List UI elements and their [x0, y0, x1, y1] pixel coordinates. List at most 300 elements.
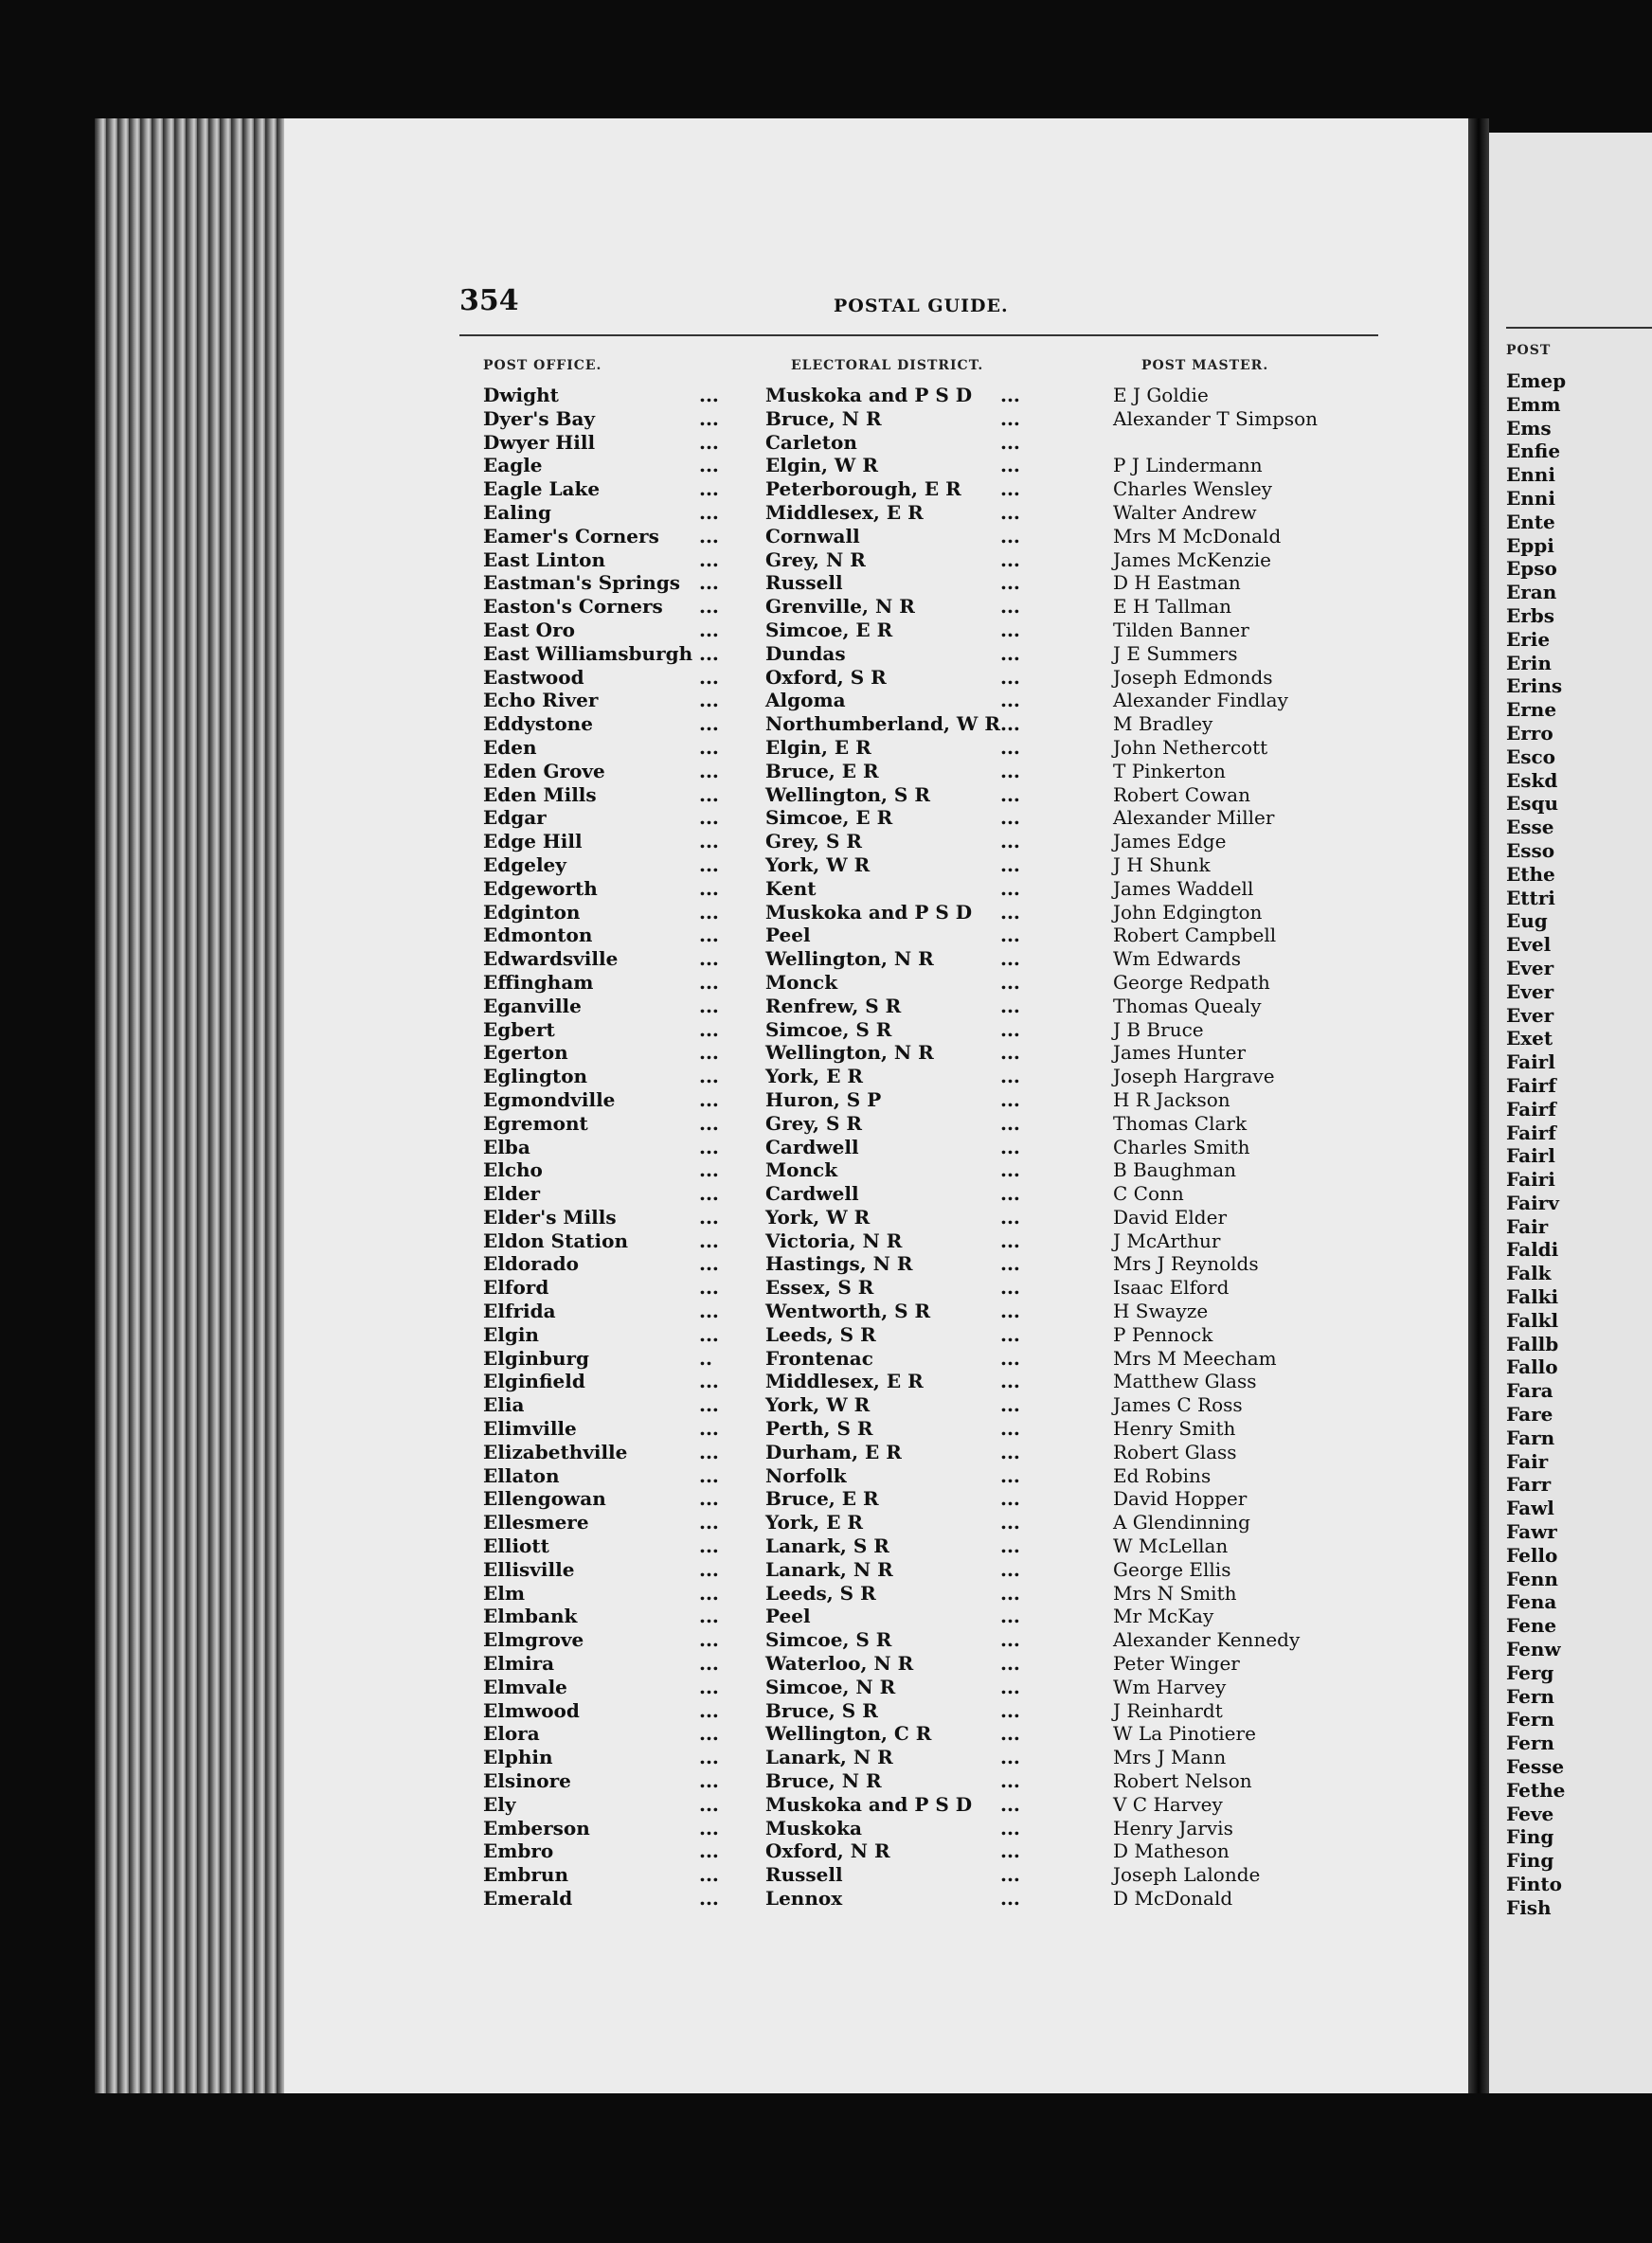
- leader-dots: ...: [1000, 1605, 1020, 1628]
- post-office-name: Ellisville: [483, 1557, 575, 1581]
- electoral-district: Leeds, S R: [765, 1322, 876, 1346]
- leader-dots: ...: [1000, 735, 1020, 759]
- electoral-district: York, E R: [765, 1511, 864, 1534]
- facing-page-entry: Farr: [1506, 1473, 1552, 1497]
- post-master-name: Thomas Clark: [1113, 1111, 1248, 1135]
- leader-dots: ...: [699, 618, 719, 641]
- list-item: [0, 1722, 1468, 1746]
- electoral-district: Wellington, S R: [765, 782, 930, 806]
- leader-dots: ...: [699, 970, 719, 994]
- facing-page-entry: Fallo: [1506, 1355, 1558, 1379]
- post-office-name: Edwardsville: [483, 947, 619, 971]
- post-office-name: Edge Hill: [483, 830, 583, 853]
- column-header-electoral-district: ELECTORAL DISTRICT.: [791, 358, 984, 373]
- leader-dots: ...: [1000, 1017, 1020, 1041]
- electoral-district: Peel: [765, 924, 811, 947]
- electoral-district: Bruce, N R: [765, 1769, 882, 1793]
- list-item: [0, 901, 1468, 924]
- facing-page-entry: Exet: [1506, 1027, 1553, 1050]
- leader-dots: ...: [1000, 1839, 1020, 1863]
- facing-page-entry: Fairv: [1506, 1191, 1559, 1214]
- post-office-name: Egremont: [483, 1111, 588, 1135]
- electoral-district: Grenville, N R: [765, 595, 915, 619]
- post-master-name: M Bradley: [1113, 712, 1213, 736]
- leader-dots: ...: [1000, 1252, 1020, 1276]
- facing-page-entry: Erin: [1506, 651, 1552, 674]
- electoral-district: Monck: [765, 970, 838, 994]
- leader-dots: ...: [1000, 1346, 1020, 1370]
- post-office-name: Edgar: [483, 806, 547, 830]
- post-master-name: Wm Edwards: [1113, 947, 1241, 971]
- post-office-name: Embro: [483, 1839, 554, 1863]
- facing-page-entry: Evel: [1506, 933, 1552, 957]
- leader-dots: ...: [699, 689, 719, 712]
- leader-dots: ...: [699, 735, 719, 759]
- leader-dots: ...: [1000, 547, 1020, 571]
- electoral-district: Simcoe, N R: [765, 1675, 896, 1698]
- leader-dots: ...: [1000, 1300, 1020, 1323]
- leader-dots: ...: [1000, 830, 1020, 853]
- electoral-district: Essex, S R: [765, 1276, 874, 1300]
- leader-dots: ...: [1000, 806, 1020, 830]
- leader-dots: ...: [1000, 900, 1020, 924]
- leader-dots: ...: [1000, 876, 1020, 900]
- leader-dots: ...: [1000, 1041, 1020, 1065]
- list-item: [0, 783, 1468, 807]
- post-master-name: Henry Smith: [1113, 1417, 1236, 1441]
- leader-dots: ...: [1000, 1111, 1020, 1135]
- post-office-name: Eamer's Corners: [483, 524, 659, 547]
- post-office-name: Eddystone: [483, 712, 593, 736]
- leader-dots: ...: [699, 947, 719, 971]
- post-master-name: D McDonald: [1113, 1887, 1233, 1910]
- post-master-name: Joseph Hargrave: [1113, 1065, 1275, 1088]
- post-office-name: Egerton: [483, 1041, 568, 1065]
- facing-page-entry: Falkl: [1506, 1308, 1559, 1332]
- facing-page-entry: Esco: [1506, 745, 1556, 768]
- post-master-name: Alexander Findlay: [1113, 689, 1288, 712]
- facing-page-entry: Fena: [1506, 1590, 1557, 1614]
- post-office-name: Elmwood: [483, 1698, 580, 1722]
- facing-page-rule: [1506, 327, 1652, 329]
- post-office-name: Elcho: [483, 1158, 543, 1182]
- post-office-name: Eagle: [483, 454, 543, 477]
- post-master-name: Thomas Quealy: [1113, 994, 1262, 1017]
- facing-page-entry: Fairf: [1506, 1073, 1556, 1097]
- list-item: [0, 995, 1468, 1018]
- post-office-name: Elora: [483, 1722, 540, 1746]
- facing-page-entry: Eskd: [1506, 768, 1558, 792]
- leader-dots: ...: [1000, 1276, 1020, 1300]
- list-item: [0, 1065, 1468, 1088]
- leader-dots: ...: [1000, 1393, 1020, 1417]
- post-master-name: James Hunter: [1113, 1041, 1246, 1065]
- post-master-name: E H Tallman: [1113, 595, 1232, 619]
- list-item: [0, 1393, 1468, 1417]
- leader-dots: ...: [699, 406, 719, 430]
- post-master-name: Robert Nelson: [1113, 1769, 1252, 1793]
- leader-dots: ...: [1000, 1792, 1020, 1816]
- post-master-name: George Redpath: [1113, 970, 1270, 994]
- electoral-district: Lanark, S R: [765, 1534, 889, 1558]
- electoral-district: Grey, S R: [765, 830, 863, 853]
- post-master-name: Robert Cowan: [1113, 782, 1250, 806]
- list-item: [0, 1206, 1468, 1229]
- list-item: [0, 1088, 1468, 1112]
- leader-dots: ...: [1000, 1698, 1020, 1722]
- list-item: [0, 525, 1468, 548]
- post-office-name: Echo River: [483, 689, 599, 712]
- post-master-name: B Baughman: [1113, 1158, 1237, 1182]
- post-office-name: Eagle Lake: [483, 477, 601, 501]
- facing-page-entry: Fairl: [1506, 1050, 1555, 1074]
- leader-dots: ...: [699, 1440, 719, 1463]
- post-office-name: Elginburg: [483, 1346, 590, 1370]
- leader-dots: ...: [699, 1746, 719, 1769]
- leader-dots: ...: [1000, 852, 1020, 876]
- electoral-district: Waterloo, N R: [765, 1652, 914, 1676]
- facing-page-entry: Ems: [1506, 416, 1552, 440]
- electoral-district: Leeds, S R: [765, 1581, 876, 1605]
- facing-page-entry: Fing: [1506, 1825, 1554, 1849]
- post-master-name: Mrs M McDonald: [1113, 524, 1282, 547]
- leader-dots: ...: [1000, 1158, 1020, 1182]
- list-item: [0, 1464, 1468, 1488]
- facing-page-entry: Esso: [1506, 838, 1555, 862]
- post-office-name: Ellesmere: [483, 1511, 589, 1534]
- post-office-name: Edgeworth: [483, 876, 598, 900]
- post-office-name: Elimville: [483, 1417, 577, 1441]
- post-office-name: Dwyer Hill: [483, 430, 596, 454]
- post-office-name: Eden: [483, 735, 537, 759]
- leader-dots: ...: [1000, 1816, 1020, 1839]
- leader-dots: ...: [1000, 1746, 1020, 1769]
- electoral-district: Bruce, N R: [765, 406, 882, 430]
- post-office-name: Elgin: [483, 1322, 539, 1346]
- list-item: [0, 971, 1468, 995]
- post-office-name: Eganville: [483, 994, 582, 1017]
- leader-dots: ...: [1000, 384, 1020, 406]
- facing-page-entry: Fallb: [1506, 1332, 1559, 1355]
- leader-dots: ...: [1000, 1087, 1020, 1111]
- electoral-district: Lanark, N R: [765, 1557, 893, 1581]
- electoral-district: Cornwall: [765, 524, 860, 547]
- facing-page-entry: Eug: [1506, 909, 1548, 933]
- leader-dots: ...: [699, 430, 719, 454]
- post-office-name: Ellengowan: [483, 1487, 606, 1511]
- post-master-name: Henry Jarvis: [1113, 1816, 1233, 1839]
- leader-dots: ...: [699, 500, 719, 524]
- post-office-name: Elginfield: [483, 1370, 585, 1393]
- facing-page-entry: Ettri: [1506, 886, 1555, 909]
- list-item: [0, 1441, 1468, 1464]
- facing-page-entry: Falk: [1506, 1262, 1552, 1285]
- post-office-name: Elmgrove: [483, 1628, 584, 1652]
- electoral-district: Wentworth, S R: [765, 1300, 931, 1323]
- post-office-name: Eldon Station: [483, 1229, 629, 1252]
- column-header-post-office: POST OFFICE.: [483, 358, 602, 373]
- post-master-name: Alexander Kennedy: [1113, 1628, 1301, 1652]
- post-master-name: T Pinkerton: [1113, 759, 1226, 782]
- facing-page-entry: Esse: [1506, 816, 1554, 839]
- facing-page-entry: Fawl: [1506, 1497, 1554, 1520]
- facing-page-entry: Ferg: [1506, 1660, 1554, 1684]
- list-item: [0, 1699, 1468, 1723]
- list-item: [0, 454, 1468, 477]
- post-office-name: Elsinore: [483, 1769, 571, 1793]
- electoral-district: Cardwell: [765, 1182, 859, 1206]
- electoral-district: Algoma: [765, 689, 846, 712]
- electoral-district: Simcoe, E R: [765, 806, 893, 830]
- leader-dots: ...: [699, 852, 719, 876]
- electoral-district: Muskoka and P S D: [765, 900, 973, 924]
- list-item: [0, 1817, 1468, 1840]
- facing-page-entry: Ever: [1506, 956, 1554, 979]
- leader-dots: ...: [1000, 1628, 1020, 1652]
- list-item: [0, 1628, 1468, 1652]
- post-master-name: Alexander Miller: [1113, 806, 1275, 830]
- leader-dots: ...: [699, 1182, 719, 1206]
- leader-dots: ...: [1000, 1205, 1020, 1229]
- electoral-district: Northumberland, W R: [765, 712, 1000, 736]
- leader-dots: ...: [699, 759, 719, 782]
- leader-dots: ...: [699, 477, 719, 501]
- list-item: [0, 1370, 1468, 1393]
- leader-dots: ...: [699, 876, 719, 900]
- list-item: [0, 571, 1468, 595]
- leader-dots: ...: [1000, 1440, 1020, 1463]
- list-item: [0, 477, 1468, 501]
- post-master-name: James Waddell: [1113, 876, 1254, 900]
- leader-dots: ...: [699, 1322, 719, 1346]
- leader-dots: ...: [699, 1229, 719, 1252]
- facing-page-entry: Epso: [1506, 557, 1557, 581]
- leader-dots: ...: [1000, 1511, 1020, 1534]
- leader-dots: ...: [699, 1087, 719, 1111]
- post-master-name: John Nethercott: [1113, 735, 1268, 759]
- facing-page-entry: Faldi: [1506, 1238, 1559, 1262]
- electoral-district: Grey, S R: [765, 1111, 863, 1135]
- post-master-name: James McKenzie: [1113, 547, 1271, 571]
- list-item: [0, 1323, 1468, 1347]
- leader-dots: ...: [699, 1017, 719, 1041]
- facing-page-entry: Enfie: [1506, 440, 1561, 463]
- electoral-district: Elgin, E R: [765, 735, 871, 759]
- facing-page-entry: Fern: [1506, 1684, 1554, 1708]
- facing-page-entry: Enni: [1506, 463, 1555, 487]
- leader-dots: ...: [1000, 1182, 1020, 1206]
- leader-dots: ...: [699, 547, 719, 571]
- post-master-name: E J Goldie: [1113, 384, 1209, 406]
- post-office-name: Edgeley: [483, 852, 566, 876]
- post-master-name: V C Harvey: [1113, 1792, 1223, 1816]
- leader-dots: ...: [1000, 689, 1020, 712]
- leader-dots: ...: [699, 524, 719, 547]
- leader-dots: ...: [1000, 477, 1020, 501]
- list-item: [0, 1534, 1468, 1558]
- leader-dots: ...: [1000, 406, 1020, 430]
- list-item: [0, 1793, 1468, 1817]
- facing-page-entry: Ever: [1506, 979, 1554, 1003]
- facing-page-entry: Fairi: [1506, 1168, 1555, 1192]
- post-office-name: Elmbank: [483, 1605, 578, 1628]
- list-item: [0, 384, 1468, 407]
- facing-page-column-header: POST: [1506, 343, 1552, 358]
- page-number: 354: [459, 284, 519, 317]
- electoral-district: Simcoe, S R: [765, 1017, 892, 1041]
- electoral-district: Muskoka and P S D: [765, 1792, 973, 1816]
- leader-dots: ...: [1000, 1887, 1020, 1910]
- facing-page-entry: Esqu: [1506, 792, 1559, 816]
- facing-page-entry: Fairl: [1506, 1144, 1555, 1168]
- list-item: [0, 1252, 1468, 1276]
- leader-dots: ...: [699, 1252, 719, 1276]
- list-item: [0, 1887, 1468, 1911]
- post-master-name: Mrs J Reynolds: [1113, 1252, 1259, 1276]
- facing-page-entry: Fethe: [1506, 1778, 1566, 1802]
- post-master-name: Alexander T Simpson: [1113, 406, 1319, 430]
- post-master-name: Mrs M Meecham: [1113, 1346, 1277, 1370]
- leader-dots: ...: [1000, 947, 1020, 971]
- list-item: [0, 736, 1468, 760]
- post-office-name: Eden Grove: [483, 759, 605, 782]
- leader-dots: ...: [699, 806, 719, 830]
- leader-dots: ...: [699, 1370, 719, 1393]
- leader-dots: ...: [699, 924, 719, 947]
- leader-dots: ...: [699, 994, 719, 1017]
- facing-page-entry: Fenn: [1506, 1567, 1558, 1590]
- leader-dots: ...: [699, 454, 719, 477]
- post-office-name: Elliott: [483, 1534, 549, 1558]
- post-office-name: Elfrida: [483, 1300, 556, 1323]
- post-office-name: Elmira: [483, 1652, 555, 1676]
- post-master-name: Wm Harvey: [1113, 1675, 1227, 1698]
- leader-dots: ...: [1000, 1135, 1020, 1158]
- post-master-name: P J Lindermann: [1113, 454, 1263, 477]
- post-office-name: Eldorado: [483, 1252, 579, 1276]
- facing-page-entry: Fairf: [1506, 1097, 1556, 1121]
- electoral-district: Peterborough, E R: [765, 477, 961, 501]
- electoral-district: Bruce, E R: [765, 759, 879, 782]
- list-item: [0, 947, 1468, 971]
- post-office-name: Eden Mills: [483, 782, 597, 806]
- electoral-district: Bruce, E R: [765, 1487, 879, 1511]
- leader-dots: ...: [699, 1205, 719, 1229]
- leader-dots: ...: [699, 1839, 719, 1863]
- facing-page-entry: Erins: [1506, 674, 1563, 698]
- electoral-district: Carleton: [765, 430, 857, 454]
- leader-dots: ...: [699, 1628, 719, 1652]
- post-master-name: Matthew Glass: [1113, 1370, 1257, 1393]
- list-item: [0, 548, 1468, 572]
- leader-dots: ...: [699, 830, 719, 853]
- leader-dots: ...: [1000, 571, 1020, 595]
- post-master-name: Mr McKay: [1113, 1605, 1214, 1628]
- post-master-name: J H Shunk: [1113, 852, 1211, 876]
- leader-dots: ...: [699, 1652, 719, 1676]
- post-office-name: Eastman's Springs: [483, 571, 681, 595]
- electoral-district: Russell: [765, 1863, 843, 1887]
- electoral-district: Norfolk: [765, 1463, 847, 1487]
- leader-dots: ...: [1000, 665, 1020, 689]
- facing-page-entry: Fish: [1506, 1895, 1552, 1919]
- post-master-name: Joseph Lalonde: [1113, 1863, 1261, 1887]
- electoral-district: Renfrew, S R: [765, 994, 902, 1017]
- list-item: [0, 1158, 1468, 1182]
- post-master-name: J B Bruce: [1113, 1017, 1204, 1041]
- leader-dots: ...: [699, 1722, 719, 1746]
- list-item: [0, 830, 1468, 853]
- electoral-district: Dundas: [765, 641, 846, 665]
- facing-page-entry: Erie: [1506, 627, 1551, 651]
- list-item: [0, 1676, 1468, 1699]
- leader-dots: ...: [1000, 1417, 1020, 1441]
- electoral-district: Frontenac: [765, 1346, 873, 1370]
- leader-dots: ...: [699, 1300, 719, 1323]
- post-office-name: Emberson: [483, 1816, 590, 1839]
- leader-dots: ...: [699, 384, 719, 406]
- leader-dots: ...: [1000, 1581, 1020, 1605]
- list-item: [0, 642, 1468, 666]
- electoral-district: Wellington, C R: [765, 1722, 932, 1746]
- facing-page-entry: Feve: [1506, 1802, 1554, 1825]
- post-master-name: Peter Winger: [1113, 1652, 1240, 1676]
- leader-dots: ...: [1000, 970, 1020, 994]
- facing-page-entry: Ever: [1506, 1003, 1554, 1027]
- electoral-district: Hastings, N R: [765, 1252, 913, 1276]
- leader-dots: ...: [699, 1887, 719, 1910]
- leader-dots: ...: [1000, 1557, 1020, 1581]
- facing-page-entry: Eran: [1506, 581, 1557, 604]
- post-master-name: J E Summers: [1113, 641, 1238, 665]
- list-item: [0, 1558, 1468, 1582]
- post-office-name: Edmonton: [483, 924, 593, 947]
- list-item: [0, 1863, 1468, 1887]
- leader-dots: ...: [699, 900, 719, 924]
- list-item: [0, 689, 1468, 712]
- post-master-name: James Edge: [1113, 830, 1227, 853]
- facing-page-entry: Erro: [1506, 721, 1553, 745]
- electoral-district: Wellington, N R: [765, 1041, 934, 1065]
- list-item: [0, 1112, 1468, 1136]
- list-item: [0, 595, 1468, 619]
- leader-dots: ...: [1000, 1722, 1020, 1746]
- electoral-district: Middlesex, E R: [765, 1370, 924, 1393]
- leader-dots: ...: [699, 1487, 719, 1511]
- leader-dots: ...: [699, 1158, 719, 1182]
- list-item: [0, 1276, 1468, 1300]
- leader-dots: ...: [1000, 1487, 1020, 1511]
- list-item: [0, 1300, 1468, 1323]
- facing-page-entry: Emep: [1506, 369, 1567, 392]
- running-head: POSTAL GUIDE.: [834, 296, 1009, 316]
- leader-dots: ...: [699, 1463, 719, 1487]
- leader-dots: ...: [1000, 641, 1020, 665]
- facing-page-entry: Fair: [1506, 1214, 1549, 1238]
- post-master-name: David Hopper: [1113, 1487, 1248, 1511]
- post-office-name: Ely: [483, 1792, 516, 1816]
- post-office-name: Embrun: [483, 1863, 569, 1887]
- list-item: [0, 407, 1468, 431]
- post-office-name: Edginton: [483, 900, 581, 924]
- post-office-name: East Williamsburgh: [483, 641, 693, 665]
- leader-dots: ...: [699, 1111, 719, 1135]
- leader-dots: ...: [699, 1511, 719, 1534]
- leader-dots: ...: [1000, 1769, 1020, 1793]
- leader-dots: ...: [1000, 454, 1020, 477]
- post-office-name: East Linton: [483, 547, 605, 571]
- leader-dots: ...: [699, 1276, 719, 1300]
